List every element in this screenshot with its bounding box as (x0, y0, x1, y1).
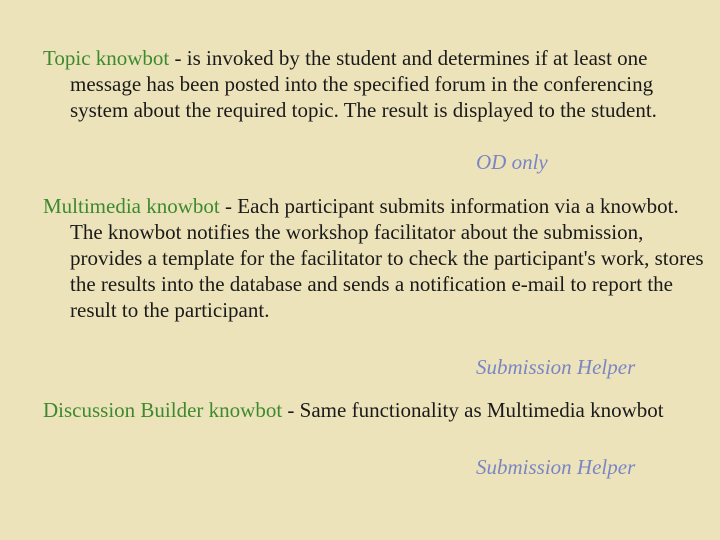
entry-topic-knowbot (43, 45, 710, 123)
entry-tag: Submission Helper (476, 455, 636, 479)
entry-description: - Each participant submits information via a knowbot. The knowbot notifies the workshop facilitator about the submission, provides a template for the facilitator to check the participant's work, stores the results into the database and sends a notification e-mail to report the result to the participant. (70, 194, 704, 322)
entry-term: Multimedia knowbot (43, 194, 220, 218)
entry-term: Discussion Builder knowbot (43, 398, 283, 422)
entry-tag: Submission Helper (476, 355, 636, 379)
entry-multimedia-knowbot (43, 193, 710, 323)
entry-description: - Same functionality as Multimedia knowbot (282, 398, 664, 422)
entry-term: Topic knowbot (43, 46, 170, 70)
entry-description: - is invoked by the student and determines if at least one message has been posted into the specified forum in the conferencing system about the required topic. The result is displayed to the student. (70, 46, 657, 122)
entry-discussion-builder-knowbot (43, 397, 710, 423)
entry-tag: OD only (476, 150, 548, 174)
